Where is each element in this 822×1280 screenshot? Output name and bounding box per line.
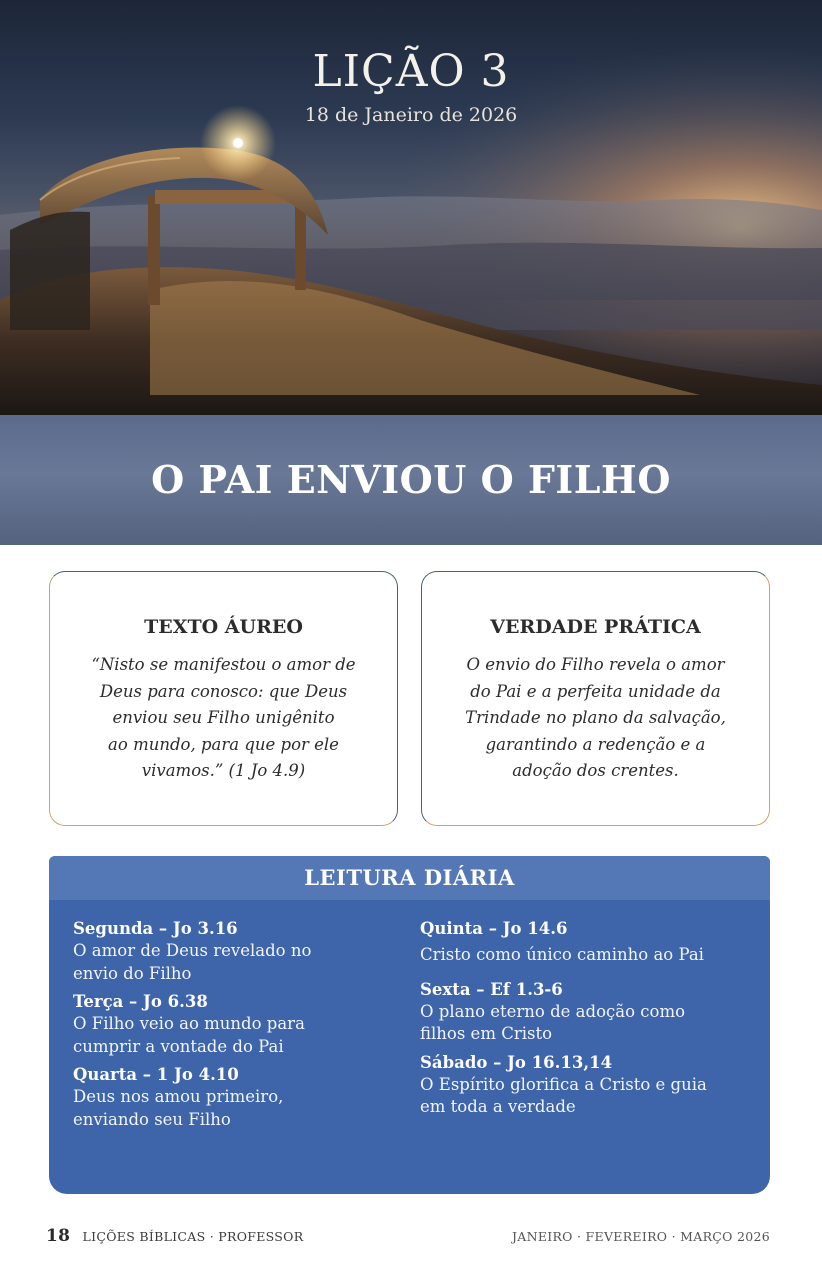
lesson-date: 18 de Janeiro de 2026: [304, 104, 518, 126]
texto-aureo-line: vivamos.” (1 Jo 4.9): [141, 761, 306, 780]
reading-day-quinta: [420, 918, 750, 967]
reading-reference: Sábado – Jo 16.13,14: [420, 1052, 613, 1072]
reading-text: O plano eterno de adoção como: [420, 1001, 686, 1021]
verdade-pratica-line: garantindo a redenção e a: [485, 734, 706, 754]
reading-day-sabado: [420, 1052, 750, 1119]
verdade-pratica-line: Trindade no plano da salvação,: [465, 708, 726, 727]
reading-day-terca: [73, 991, 403, 1058]
title-band: [0, 415, 822, 545]
lesson-title: LIÇÃO 3: [312, 46, 510, 97]
reading-reference: Sexta – Ef 1.3-6: [420, 979, 563, 999]
reading-column-left: [73, 918, 403, 1137]
lesson-main-title: O PAI ENVIOU O FILHO: [151, 457, 671, 502]
reading-reference: Quarta – 1 Jo 4.10: [73, 1065, 239, 1084]
footer-left: [46, 1226, 303, 1246]
hero-image: [0, 0, 822, 415]
publication-period: JANEIRO · FEVEREIRO · MARÇO 2026: [511, 1229, 770, 1244]
verdade-pratica-heading: VERDADE PRÁTICA: [490, 616, 701, 638]
verdade-pratica-line: do Pai e a perfeita unidade da: [470, 681, 721, 701]
reading-text: em toda a verdade: [420, 1097, 576, 1116]
leitura-diaria-box: [49, 856, 770, 1194]
verdade-pratica-card: [421, 571, 770, 826]
reading-text: Deus nos amou primeiro,: [73, 1087, 284, 1106]
reading-reference: Quinta – Jo 14.6: [420, 919, 568, 938]
reading-text: Cristo como único caminho ao Pai: [420, 945, 704, 964]
texto-aureo-line: Deus para conosco: que Deus: [99, 681, 348, 701]
texto-aureo-line: enviou seu Filho unigênito: [112, 708, 335, 727]
leitura-diaria-title: LEITURA DIÁRIA: [304, 865, 515, 890]
reading-reference: Terça – Jo 6.38: [73, 992, 208, 1011]
verdade-pratica-body: [440, 652, 751, 785]
reading-text: O Espírito glorifica a Cristo e guia: [420, 1074, 707, 1094]
texto-aureo-body: [68, 652, 379, 785]
reading-day-segunda: [73, 918, 403, 985]
verdade-pratica-line: adoção dos crentes.: [512, 761, 679, 780]
reading-text: cumprir a vontade do Pai: [73, 1036, 284, 1056]
texto-aureo-heading: TEXTO ÁUREO: [144, 616, 303, 638]
page-number: 18: [46, 1226, 71, 1246]
reading-text: enviando seu Filho: [73, 1109, 231, 1129]
leitura-diaria-header: [49, 856, 770, 900]
reading-column-right: [420, 918, 750, 1125]
reading-day-quarta: [73, 1064, 403, 1131]
texto-aureo-line: “Nisto se manifestou o amor de: [91, 655, 356, 674]
texto-aureo-line: ao mundo, para que por ele: [108, 734, 339, 754]
reading-day-sexta: [420, 979, 750, 1046]
reading-text: O amor de Deus revelado no: [73, 941, 312, 960]
verdade-pratica-line: O envio do Filho revela o amor: [466, 655, 725, 674]
reading-text: filhos em Cristo: [420, 1024, 553, 1043]
reading-text: O Filho veio ao mundo para: [73, 1014, 305, 1033]
texto-aureo-card: [49, 571, 398, 826]
reading-reference: Segunda – Jo 3.16: [73, 919, 238, 938]
publication-name: LIÇÕES BÍBLICAS · PROFESSOR: [82, 1229, 304, 1244]
reading-text: envio do Filho: [73, 963, 192, 983]
